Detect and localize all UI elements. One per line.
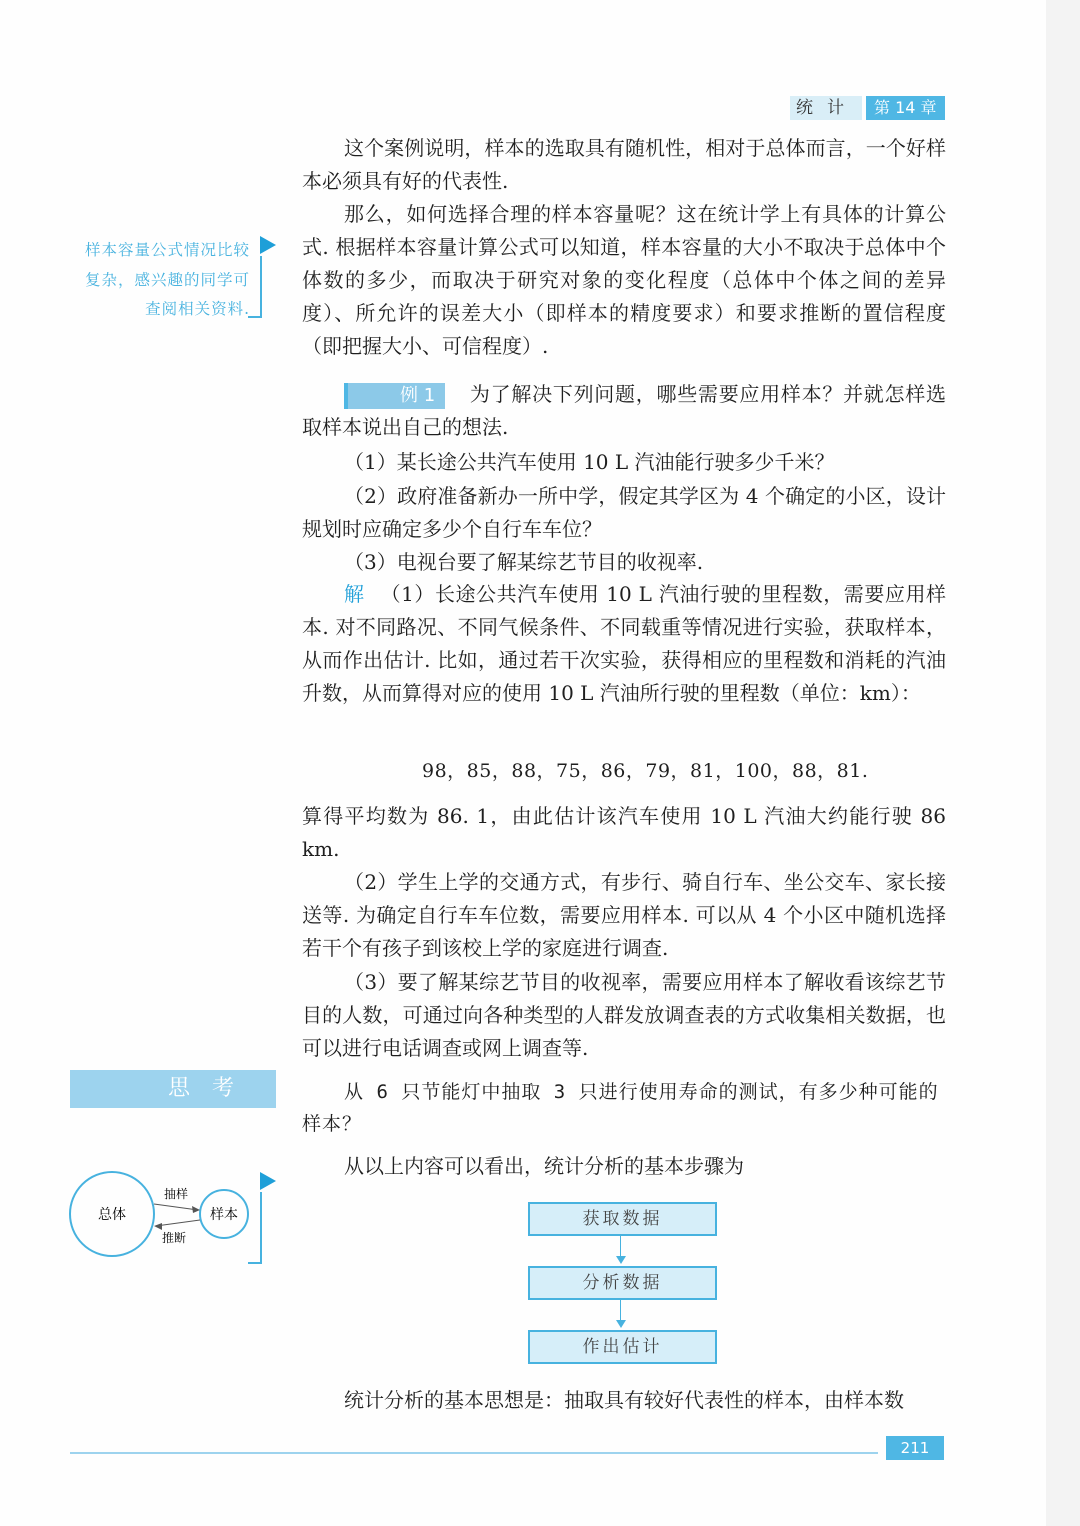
example-item-1: （1）某长途公共汽车使用 10 L 汽油能行驶多少千米？: [344, 450, 835, 474]
arrow-down-icon: [616, 1256, 626, 1264]
flag-icon: [260, 1172, 276, 1190]
example-item-2: （2）政府准备新办一所中学，假定其学区为 4 个确定的小区，设计规划时应确定多少个自行车车位？: [302, 484, 946, 541]
step-estimate: 作出估计: [528, 1330, 717, 1364]
page-header: [790, 96, 945, 120]
arrow-down-icon: [616, 1320, 626, 1328]
paragraph-sample-size: 那么，如何选择合理的样本容量呢？这在统计学上有具体的计算公式. 根据样本容量计算公式可以知道，样本容量的大小不取决于总体中个体数的多少，而取决于研究对象的变化程度（总体中个体之间的差异度）、所允许的误差大小（即样本的精度要求）和要求推断的置信程度（即把握大小、可信程度）.: [302, 202, 946, 358]
header-section: 统计: [790, 96, 862, 120]
solution-1: [302, 578, 946, 710]
inference-arrow: [156, 1220, 200, 1226]
population-sample-diagram: [66, 1160, 276, 1270]
page-edge: [1046, 0, 1080, 1526]
solution-3: （3）要了解某综艺节目的收视率，需要应用样本了解收看该综艺节目的人数，可通过向各种类型的人群发放调查表的方式收集相关数据，也可以进行电话调查或网上调查等.: [302, 970, 946, 1060]
example-1: [302, 378, 946, 444]
header-chapter: 第 14 章: [866, 96, 945, 120]
page-number: 211: [886, 1436, 944, 1460]
step-get-data: 获取数据: [528, 1202, 717, 1236]
inference-label: 推断: [161, 1231, 187, 1245]
footer-line: [70, 1452, 878, 1454]
flow-arrow: [620, 1300, 621, 1322]
step-analyze-data: 分析数据: [528, 1266, 717, 1300]
example-badge: 例 1: [344, 383, 445, 409]
paragraph-case: 这个案例说明，样本的选取具有随机性，相对于总体而言，一个好样本必须具有好的代表性.: [302, 136, 946, 193]
steps-intro: 从以上内容可以看出，统计分析的基本步骤为: [344, 1154, 744, 1178]
think-question: 从 6 只节能灯中抽取 3 只进行使用寿命的测试，有多少种可能的样本？: [302, 1081, 939, 1135]
example-item-3: （3）电视台要了解某综艺节目的收视率.: [344, 550, 704, 574]
sampling-label: 抽样: [163, 1187, 189, 1201]
side-note: 样本容量公式情况比较复杂，感兴趣的同学可查阅相关资料.: [84, 241, 250, 318]
sampling-arrow: [154, 1204, 198, 1210]
population-label: 总体: [98, 1207, 126, 1223]
note-bracket: [248, 256, 262, 318]
think-banner: [70, 1070, 276, 1108]
diagram-bracket: [248, 1192, 262, 1264]
mean-result: 算得平均数为 86. 1，由此估计该汽车使用 10 L 汽油大约能行驶 86 km.: [302, 804, 946, 861]
flow-arrow: [620, 1236, 621, 1258]
solution-label: 解: [344, 582, 365, 606]
solution-1-text: （1）长途公共汽车使用 10 L 汽油行驶的里程数，需要应用样本. 对不同路况、不同气候条件、不同载重等情况进行实验，获取样本，从而作出估计. 比如，通过若干次实验，获得相应的里程数和消耗的汽油升数，从而算得对应的使用 10 L 汽油所行驶的里程数（单位：km）：: [302, 582, 947, 705]
final-line: 统计分析的基本思想是：抽取具有较好代表性的样本，由样本数: [344, 1388, 904, 1412]
example-question: 为了解决下列问题，哪些需要应用样本？并就怎样选取样本说出自己的想法.: [302, 382, 946, 439]
sample-label: 样本: [210, 1207, 238, 1223]
think-label: 思考: [167, 1076, 256, 1101]
solution-2: （2）学生上学的交通方式，有步行、骑自行车、坐公交车、家长接送等. 为确定自行车车位数，需要应用样本. 可以从 4 个小区中随机选择若干个有孩子到该校上学的家庭进行调查.: [302, 870, 946, 960]
mileage-data: 98，85，88，75，86，79，81，100，88，81.: [422, 760, 869, 782]
flag-icon: [260, 236, 276, 254]
